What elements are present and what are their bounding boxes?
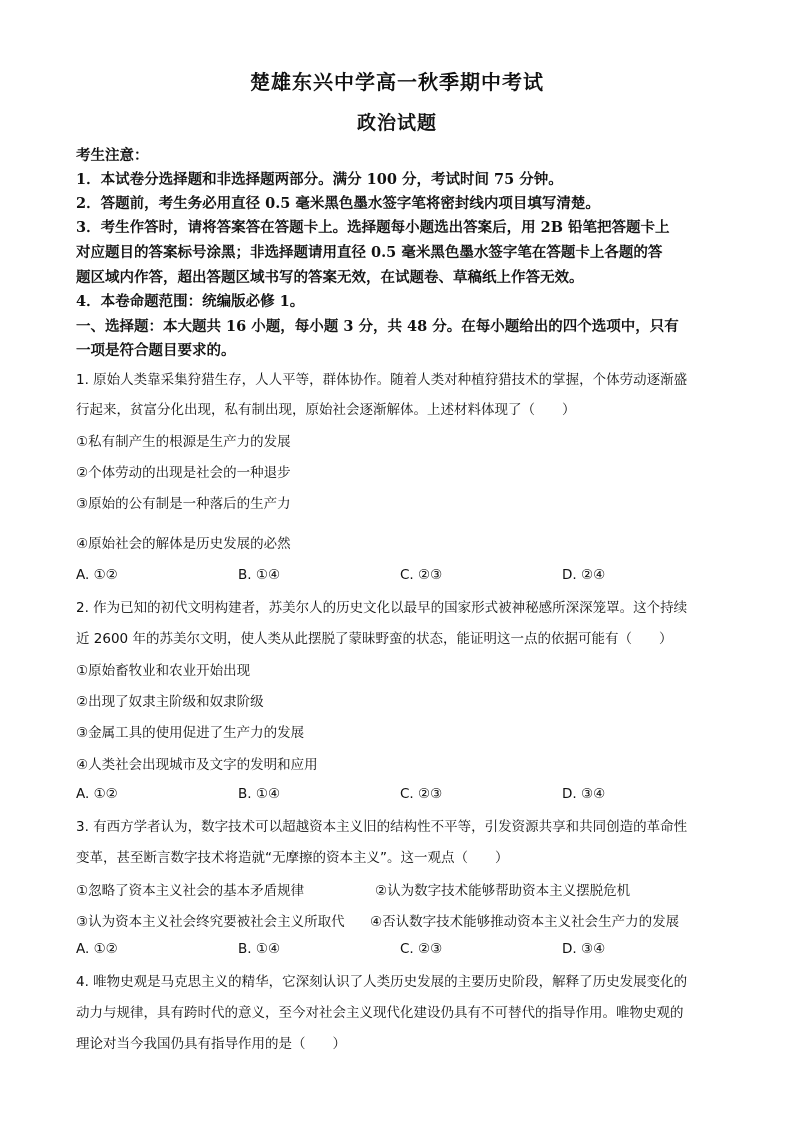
- q2-choice-a: A. ①②: [76, 786, 118, 802]
- exam-subtitle: 政治试题: [356, 112, 437, 134]
- q3-item-1: ①忽略了资本主义社会的基本矛盾规律: [76, 883, 305, 899]
- q3-choice-d: D. ③④: [562, 941, 606, 957]
- q2-item-3: ③金属工具的使用促进了生产力的发展: [76, 725, 305, 741]
- notice-line-2: 2．答题前，考生务必用直径 0.5 毫米黑色墨水签字笔将密封线内项目填写清楚。: [76, 195, 600, 212]
- section-heading-line-2: 一项是符合题目要求的。: [76, 342, 236, 359]
- notice-line-6: 4．本卷命题范围：统编版必修 1。: [76, 293, 305, 310]
- q3-choice-c: C. ②③: [400, 941, 443, 957]
- notice-heading: 考生注意：: [76, 147, 149, 164]
- q2-choice-c: C. ②③: [400, 786, 443, 802]
- q1-stem-line-1: 1. 原始人类靠采集狩猎生存，人人平等，群体协作。随着人类对种植狩猎技术的掌握，个体劳动逐渐盛: [76, 372, 688, 388]
- q2-item-4: ④人类社会出现城市及文字的发明和应用: [76, 757, 318, 773]
- q2-choice-b: B. ①④: [238, 786, 281, 802]
- q2-choice-d: D. ③④: [562, 786, 606, 802]
- notice-line-3: 3．考生作答时，请将答案答在答题卡上。选择题每小题选出答案后，用 2B 铅笔把答题卡上: [76, 219, 670, 236]
- q1-choice-c: C. ②③: [400, 567, 443, 583]
- q3-choice-b: B. ①④: [238, 941, 281, 957]
- q3-item-2: ②认为数字技术能够帮助资本主义摆脱危机: [375, 883, 631, 899]
- q1-item-4: ④原始社会的解体是历史发展的必然: [76, 536, 291, 552]
- section-heading-line-1: 一、选择题：本大题共 16 小题，每小题 3 分，共 48 分。在每小题给出的四个选项中，只有: [76, 318, 679, 335]
- q2-item-1: ①原始畜牧业和农业开始出现: [76, 663, 251, 679]
- exam-title: 楚雄东兴中学高一秋季期中考试: [250, 70, 544, 94]
- q2-stem-line-1: 2. 作为已知的初代文明构建者，苏美尔人的历史文化以最早的国家形式被神秘感所深深笼罩。这个持续: [76, 600, 688, 616]
- notice-line-5: 题区域内作答，超出答题区域书写的答案无效，在试题卷、草稿纸上作答无效。: [76, 269, 584, 286]
- notice-line-4: 对应题目的答案标号涂黑；非选择题请用直径 0.5 毫米黑色墨水签字笔在答题卡上各题的答: [76, 244, 663, 261]
- q1-item-3: ③原始的公有制是一种落后的生产力: [76, 496, 291, 512]
- q3-stem-line-2: 变革，甚至断言数字技术将造就“无摩擦的资本主义”。这一观点（ ）: [76, 850, 509, 866]
- q1-stem-line-2: 行起来，贫富分化出现，私有制出现，原始社会逐渐解体。上述材料体现了（ ）: [76, 402, 576, 418]
- q4-stem-line-2: 动力与规律，具有跨时代的意义，至今对社会主义现代化建设仍具有不可替代的指导作用。唯物史观的: [76, 1005, 684, 1021]
- q3-choice-a: A. ①②: [76, 941, 118, 957]
- q3-item-3: ③认为资本主义社会终究要被社会主义所取代: [76, 914, 345, 930]
- q2-item-2: ②出现了奴隶主阶级和奴隶阶级: [76, 694, 264, 710]
- notice-line-1: 1．本试卷分选择题和非选择题两部分。满分 100 分，考试时间 75 分钟。: [76, 171, 563, 188]
- q1-choice-d: D. ②④: [562, 567, 606, 583]
- q4-stem-line-1: 4. 唯物史观是马克思主义的精华，它深刻认识了人类历史发展的主要历史阶段，解释了历史发展变化的: [76, 974, 688, 990]
- q3-stem-line-1: 3. 有西方学者认为，数字技术可以超越资本主义旧的结构性不平等，引发资源共享和共同创造的革命性: [76, 819, 688, 835]
- q4-stem-line-3: 理论对当今我国仍具有指导作用的是（ ）: [76, 1036, 346, 1052]
- q1-item-2: ②个体劳动的出现是社会的一种退步: [76, 465, 291, 481]
- q1-choice-b: B. ①④: [238, 567, 281, 583]
- q3-item-4: ④否认数字技术能够推动资本主义社会生产力的发展: [370, 914, 680, 930]
- q1-item-1: ①私有制产生的根源是生产力的发展: [76, 434, 291, 450]
- q1-choice-a: A. ①②: [76, 567, 118, 583]
- q2-stem-line-2: 近 2600 年的苏美尔文明，使人类从此摆脱了蒙昧野蛮的状态，能证明这一点的依据可能有（ ）: [76, 631, 673, 647]
